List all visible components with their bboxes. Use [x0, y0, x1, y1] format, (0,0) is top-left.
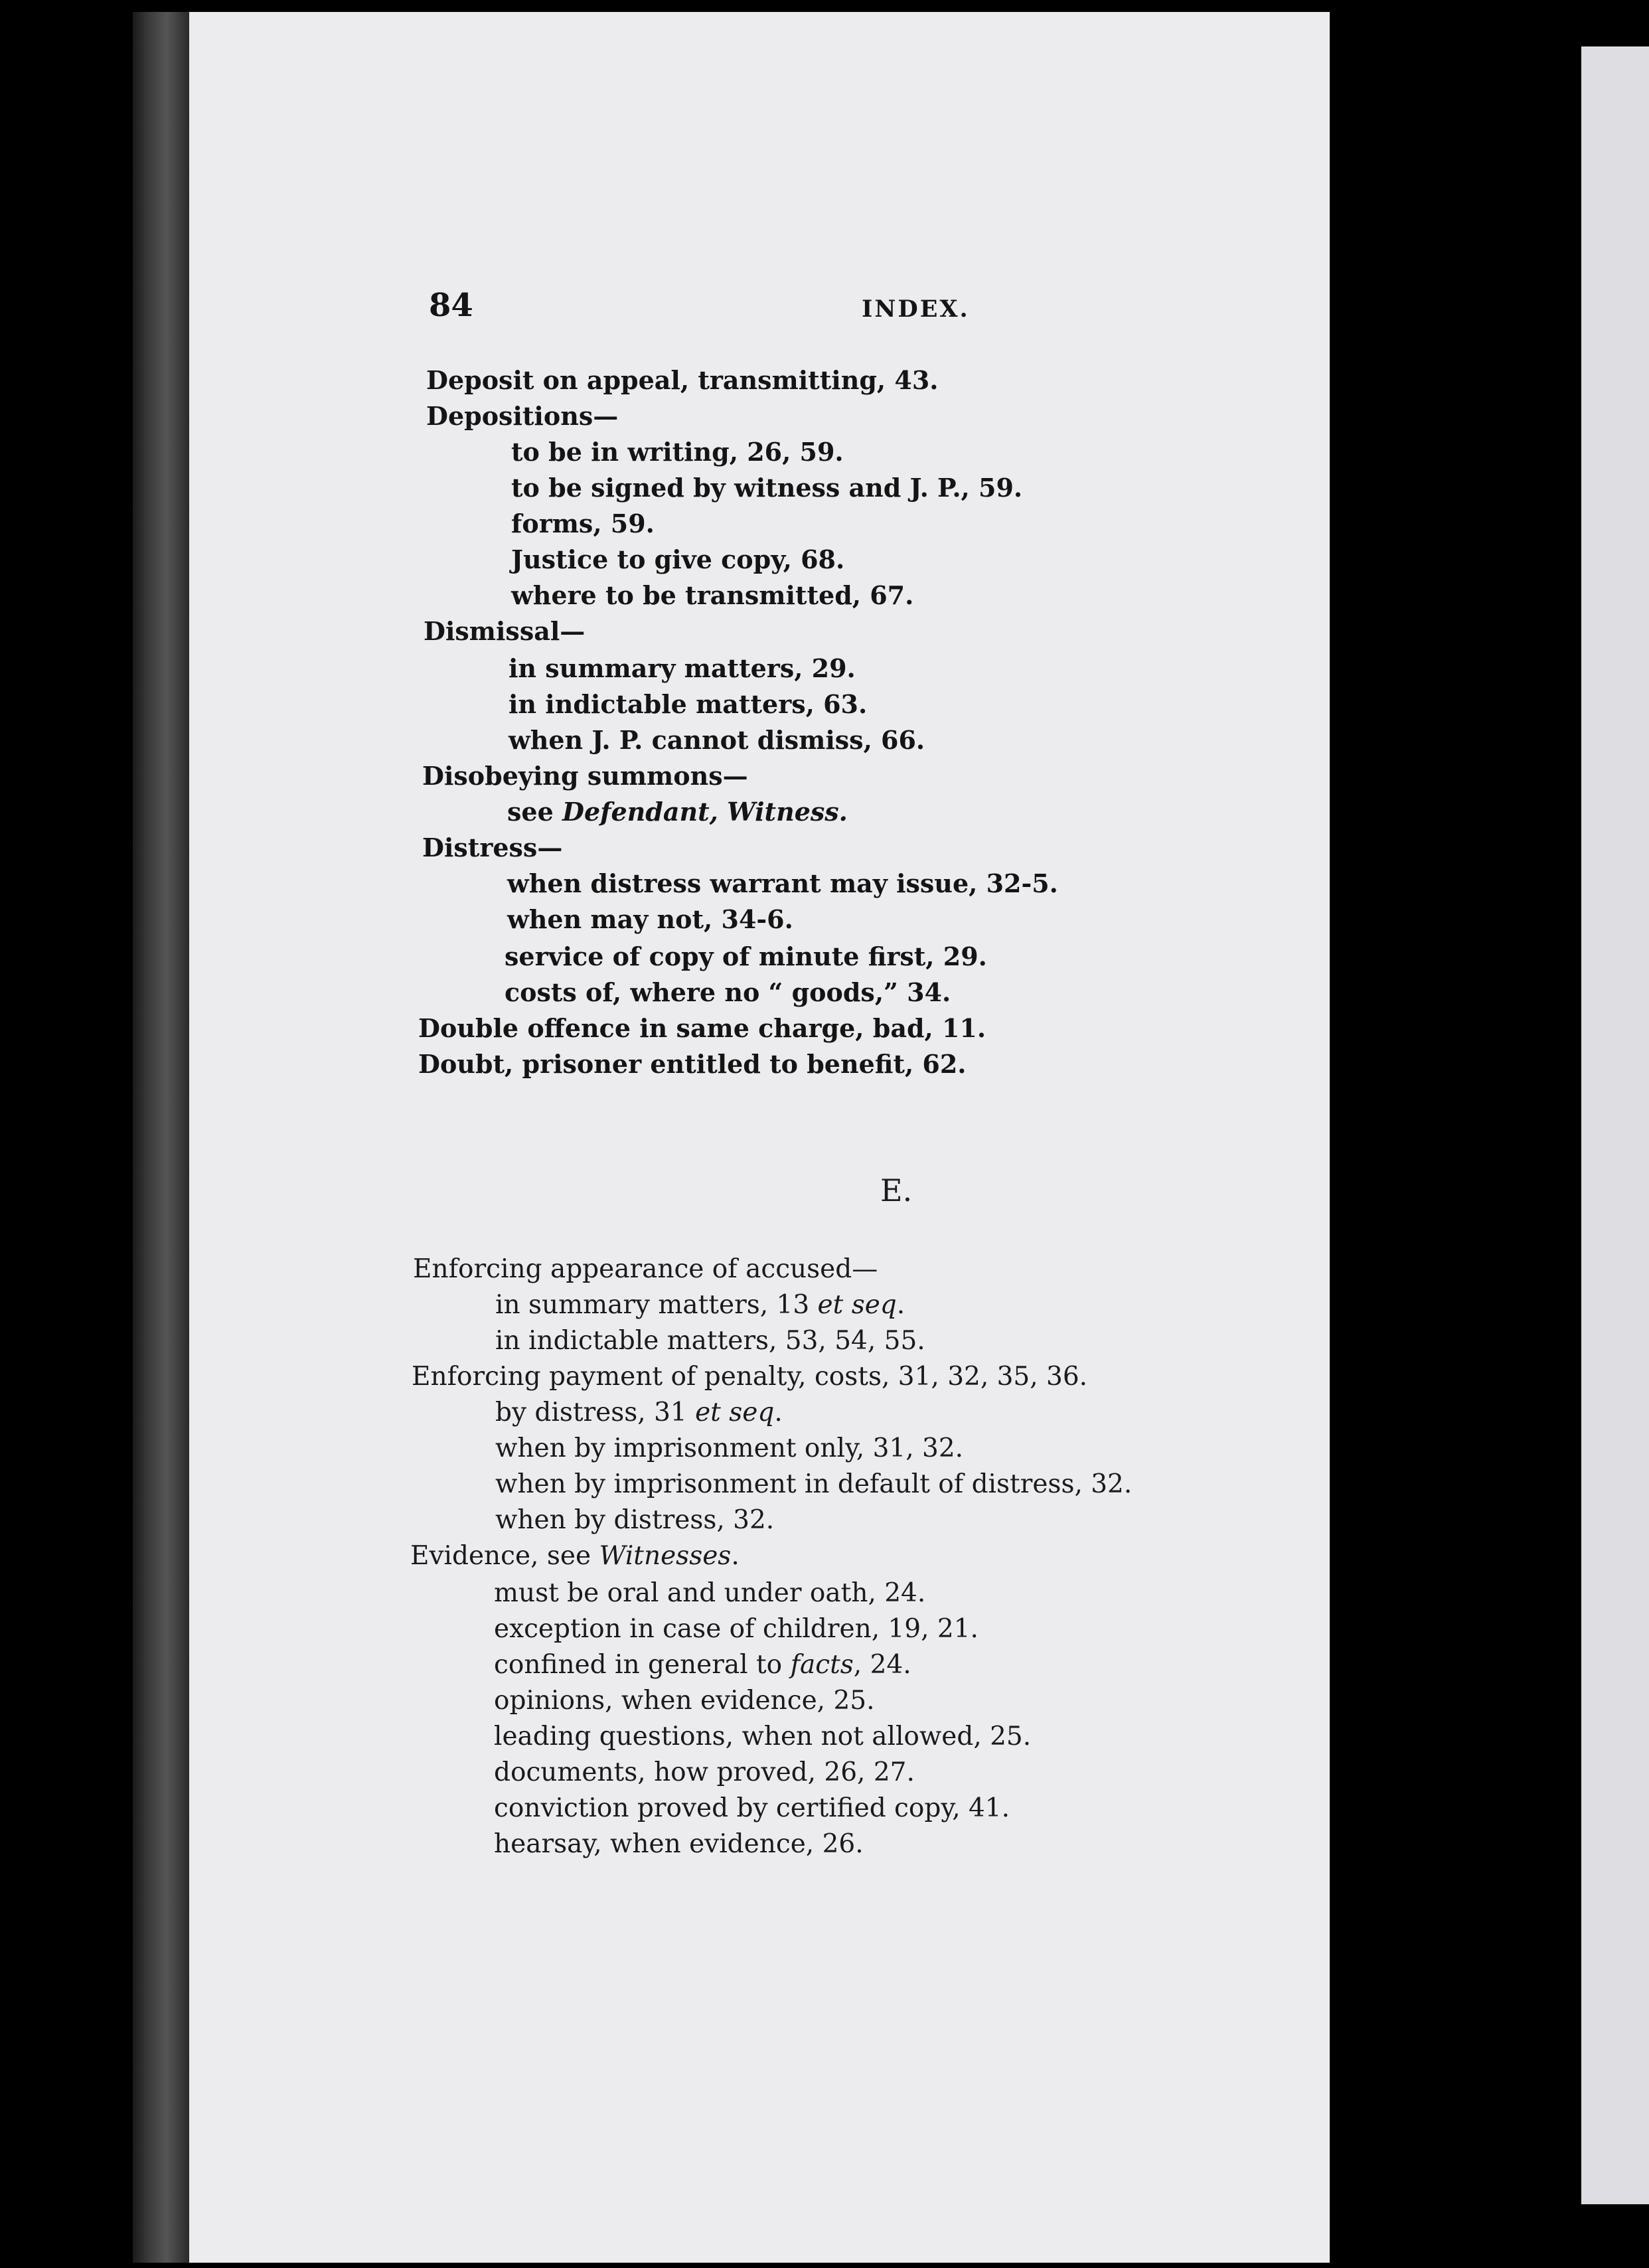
index-subentry: to be in writing, 26, 59.	[511, 437, 844, 467]
running-head: INDEX.	[862, 295, 970, 323]
index-subentry: leading questions, when not allowed, 25.	[494, 1722, 1032, 1751]
index-subentry: see Defendant, Witness.	[507, 797, 848, 827]
index-subentry: when may not, 34-6.	[507, 904, 793, 934]
facing-page-edge	[1581, 46, 1649, 2204]
index-heading: Depositions—	[426, 401, 619, 431]
index-subentry: costs of, where no “ goods,” 34.	[505, 977, 951, 1007]
index-heading: Disobeying summons—	[422, 761, 748, 791]
index-subentry: when by imprisonment in default of distress, 32.	[495, 1469, 1133, 1499]
index-subentry: in indictable matters, 53, 54, 55.	[495, 1326, 925, 1356]
index-subentry: forms, 59.	[511, 509, 655, 538]
index-heading: Doubt, prisoner entitled to benefit, 62.	[418, 1049, 967, 1079]
index-subentry: must be oral and under oath, 24.	[494, 1578, 926, 1608]
book-binding-edge	[133, 12, 189, 2263]
index-heading: Double offence in same charge, bad, 11.	[418, 1013, 986, 1043]
index-subentry: hearsay, when evidence, 26.	[494, 1829, 864, 1859]
index-subentry: when by imprisonment only, 31, 32.	[495, 1433, 964, 1463]
index-subentry: confined in general to facts, 24.	[494, 1650, 911, 1680]
index-subentry: in indictable matters, 63.	[509, 689, 868, 719]
index-heading: Evidence, see Witnesses.	[410, 1541, 740, 1571]
index-subentry: in summary matters, 29.	[509, 653, 856, 683]
index-subentry: in summary matters, 13 et seq.	[495, 1290, 905, 1320]
index-subentry: conviction proved by certified copy, 41.	[494, 1793, 1010, 1823]
index-subentry: when J. P. cannot dismiss, 66.	[509, 725, 925, 755]
index-subentry: when by distress, 32.	[495, 1505, 775, 1535]
index-heading: Dismissal—	[424, 616, 586, 646]
index-heading: Enforcing appearance of accused—	[413, 1254, 878, 1284]
index-subentry: when distress warrant may issue, 32-5.	[507, 868, 1058, 898]
index-subentry: documents, how proved, 26, 27.	[494, 1757, 915, 1787]
index-heading: Distress—	[422, 833, 563, 862]
index-subentry: service of copy of minute first, 29.	[505, 941, 987, 971]
index-subentry: exception in case of children, 19, 21.	[494, 1614, 979, 1644]
book-page	[189, 12, 1330, 2263]
section-letter-heading: E.	[880, 1173, 913, 1208]
index-subentry: Justice to give copy, 68.	[511, 544, 845, 574]
index-subentry: where to be transmitted, 67.	[511, 580, 914, 610]
index-heading: Deposit on appeal, transmitting, 43.	[426, 365, 939, 395]
index-subentry: opinions, when evidence, 25.	[494, 1686, 875, 1716]
index-subentry: to be signed by witness and J. P., 59.	[511, 473, 1023, 503]
page-number: 84	[429, 287, 473, 324]
index-heading: Enforcing payment of penalty, costs, 31, 32, 35, 36.	[412, 1362, 1088, 1392]
index-subentry: by distress, 31 et seq.	[495, 1398, 783, 1427]
